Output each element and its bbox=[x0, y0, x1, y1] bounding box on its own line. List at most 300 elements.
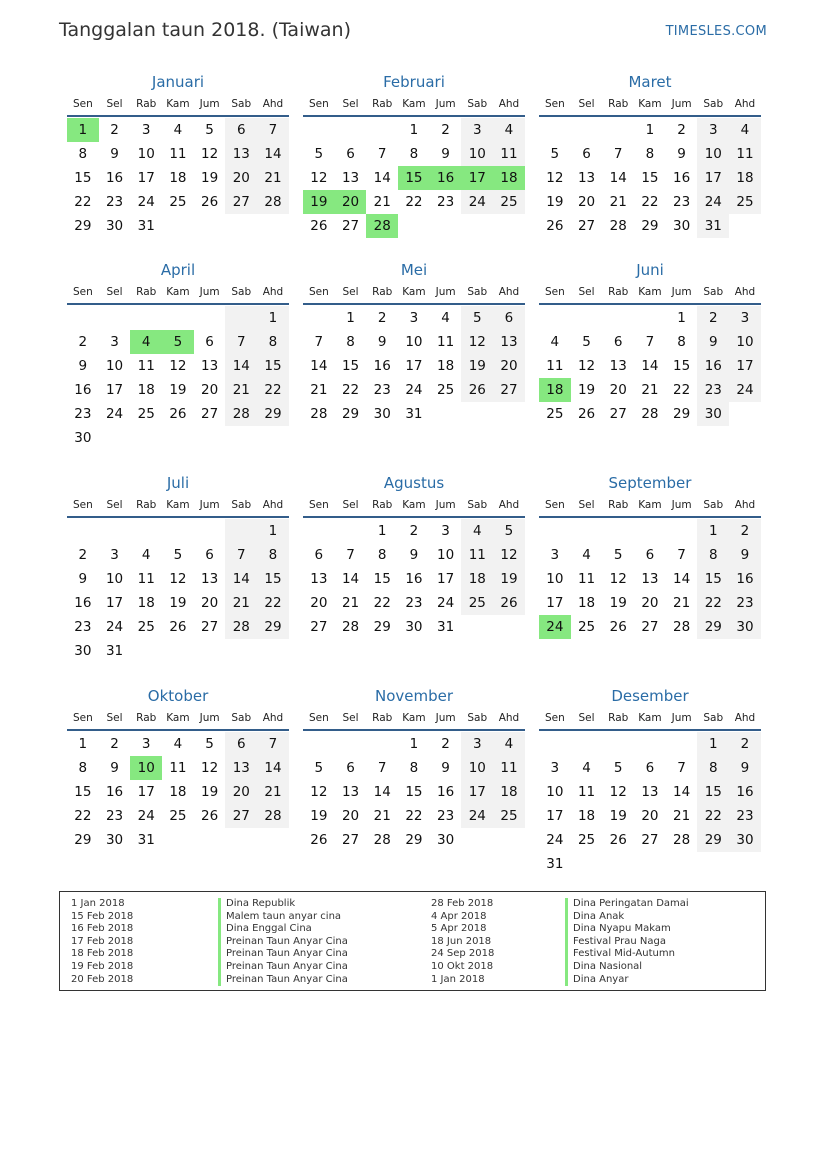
day-cell: 25 bbox=[461, 591, 493, 615]
day-cell: 14 bbox=[257, 142, 289, 166]
day-cell: 12 bbox=[609, 784, 627, 800]
empty-day-cell bbox=[539, 732, 571, 756]
day-cell: 24 bbox=[461, 190, 493, 214]
day-cell: 27 bbox=[341, 218, 360, 234]
empty-day-cell bbox=[194, 639, 226, 663]
day-cell: 4 bbox=[141, 547, 151, 563]
day-cell: 29 bbox=[74, 832, 92, 848]
day-cell: 28 bbox=[609, 218, 627, 234]
legend-date: 18 Feb 2018 bbox=[71, 948, 134, 960]
day-cell: 5 bbox=[314, 146, 324, 162]
weekday-header bbox=[539, 494, 761, 518]
weekday-label: Kam bbox=[166, 286, 190, 298]
week-row bbox=[303, 732, 525, 756]
day-cell: 25 bbox=[546, 406, 564, 422]
empty-day-cell bbox=[225, 306, 257, 330]
week-row bbox=[303, 591, 525, 615]
day-cell: 5 bbox=[205, 122, 214, 138]
day-cell: 22 bbox=[697, 804, 729, 828]
day-cell: 3 bbox=[110, 334, 119, 350]
day-cell: 27 bbox=[225, 190, 257, 214]
empty-day-cell bbox=[99, 426, 131, 450]
day-cell: 6 bbox=[582, 146, 591, 162]
day-cell: 20 bbox=[577, 194, 596, 210]
week-row bbox=[539, 591, 761, 615]
month-agustus bbox=[303, 472, 525, 639]
day-cell: 25 bbox=[577, 832, 596, 848]
day-cell: 2 bbox=[729, 732, 761, 756]
day-cell: 28 bbox=[225, 615, 257, 639]
weekday-header bbox=[303, 93, 525, 117]
holiday-legend bbox=[59, 891, 766, 991]
day-cell: 28 bbox=[673, 832, 691, 848]
day-cell: 7 bbox=[225, 543, 257, 567]
day-cell: 8 bbox=[409, 146, 419, 162]
day-cell: 5 bbox=[493, 519, 525, 543]
empty-day-cell bbox=[257, 214, 289, 238]
weekday-label: Sen bbox=[308, 98, 329, 110]
day-cell: 27 bbox=[641, 619, 659, 635]
day-cell: 15 bbox=[373, 571, 391, 587]
day-cell: 1 bbox=[67, 118, 99, 142]
day-cell: 9 bbox=[441, 760, 450, 776]
day-cell: 9 bbox=[110, 146, 119, 162]
day-cell: 11 bbox=[137, 358, 155, 374]
day-cell: 1 bbox=[78, 736, 88, 752]
weekday-label: Sab bbox=[703, 286, 724, 298]
day-cell: 3 bbox=[461, 118, 493, 142]
day-cell: 6 bbox=[225, 118, 257, 142]
empty-day-cell bbox=[634, 519, 666, 543]
week-row bbox=[539, 190, 761, 214]
day-cell: 19 bbox=[609, 595, 627, 611]
day-cell: 7 bbox=[645, 334, 655, 350]
day-cell: 6 bbox=[613, 334, 623, 350]
legend-date: 20 Feb 2018 bbox=[71, 973, 134, 985]
legend-holiday-name: Preinan Taun Anyar Cina bbox=[218, 948, 348, 961]
legend-date: 24 Sep 2018 bbox=[431, 948, 495, 960]
empty-day-cell bbox=[571, 306, 603, 330]
day-cell: 19 bbox=[201, 784, 219, 800]
day-cell: 26 bbox=[201, 194, 219, 210]
day-cell: 2 bbox=[441, 736, 450, 752]
month-name: Januari bbox=[151, 73, 205, 91]
day-cell: 1 bbox=[645, 122, 655, 138]
day-cell: 6 bbox=[346, 760, 355, 776]
day-cell: 15 bbox=[257, 354, 289, 378]
day-cell: 12 bbox=[546, 170, 564, 186]
empty-day-cell bbox=[194, 519, 226, 543]
legend-date: 1 Jan 2018 bbox=[431, 973, 485, 985]
weekday-label: Ahd bbox=[262, 712, 284, 724]
day-cell: 26 bbox=[577, 406, 596, 422]
day-cell: 16 bbox=[74, 382, 92, 398]
day-cell: 6 bbox=[645, 547, 655, 563]
day-cell: 25 bbox=[437, 382, 455, 398]
day-cell: 7 bbox=[377, 146, 387, 162]
empty-day-cell bbox=[666, 852, 698, 876]
day-cell: 30 bbox=[74, 643, 92, 659]
day-cell: 2 bbox=[677, 122, 686, 138]
weekday-label: Sen bbox=[544, 499, 565, 511]
week-row bbox=[539, 780, 761, 804]
day-cell: 1 bbox=[409, 122, 419, 138]
week-row bbox=[303, 330, 525, 354]
day-cell: 21 bbox=[673, 808, 691, 824]
day-cell: 16 bbox=[373, 358, 391, 374]
weekday-label: Sen bbox=[544, 98, 565, 110]
day-cell: 2 bbox=[441, 122, 450, 138]
day-cell: 3 bbox=[461, 732, 493, 756]
week-row bbox=[539, 142, 761, 166]
day-cell: 7 bbox=[677, 547, 686, 563]
day-cell: 13 bbox=[493, 330, 525, 354]
weekday-header bbox=[539, 281, 761, 305]
empty-day-cell bbox=[729, 214, 761, 238]
month-desember bbox=[539, 685, 761, 876]
day-cell: 11 bbox=[729, 142, 761, 166]
weekday-label: Kam bbox=[638, 98, 662, 110]
day-cell: 26 bbox=[310, 832, 328, 848]
day-cell: 13 bbox=[225, 142, 257, 166]
day-cell: 23 bbox=[673, 194, 691, 210]
weekday-label: Rab bbox=[608, 499, 629, 511]
day-cell: 23 bbox=[74, 406, 92, 422]
day-cell: 29 bbox=[405, 832, 423, 848]
empty-day-cell bbox=[130, 519, 162, 543]
weekday-label: Kam bbox=[402, 499, 426, 511]
month-juli bbox=[67, 472, 289, 663]
day-cell: 10 bbox=[697, 142, 729, 166]
weekday-label: Sen bbox=[544, 286, 565, 298]
week-row bbox=[303, 214, 525, 238]
day-cell: 22 bbox=[373, 595, 391, 611]
week-row bbox=[303, 402, 525, 426]
day-cell: 31 bbox=[697, 214, 729, 238]
day-cell: 14 bbox=[225, 354, 257, 378]
legend-holiday-name: Dina Anyar bbox=[565, 974, 689, 987]
week-row bbox=[303, 519, 525, 543]
day-cell: 20 bbox=[225, 780, 257, 804]
day-cell: 22 bbox=[74, 194, 92, 210]
day-cell: 24 bbox=[105, 619, 124, 635]
day-cell: 7 bbox=[257, 732, 289, 756]
day-cell: 22 bbox=[697, 591, 729, 615]
day-cell: 25 bbox=[137, 619, 155, 635]
day-cell: 29 bbox=[74, 218, 92, 234]
day-cell: 24 bbox=[546, 832, 564, 848]
day-cell: 3 bbox=[110, 547, 119, 563]
weekday-label: Jum bbox=[199, 712, 220, 724]
week-row bbox=[67, 306, 289, 330]
day-cell: 15 bbox=[673, 358, 691, 374]
day-cell: 23 bbox=[697, 378, 729, 402]
day-cell: 30 bbox=[437, 832, 455, 848]
day-cell: 6 bbox=[493, 306, 525, 330]
day-cell: 12 bbox=[169, 358, 187, 374]
week-row bbox=[67, 402, 289, 426]
day-cell: 1 bbox=[257, 519, 289, 543]
day-cell: 24 bbox=[437, 595, 455, 611]
day-cell: 9 bbox=[409, 547, 419, 563]
week-row bbox=[539, 330, 761, 354]
day-cell: 17 bbox=[546, 808, 564, 824]
day-cell: 19 bbox=[310, 808, 328, 824]
brand-link[interactable]: TIMESLES.COM bbox=[665, 24, 767, 39]
empty-day-cell bbox=[335, 118, 367, 142]
weekday-header bbox=[67, 494, 289, 518]
day-cell: 19 bbox=[201, 170, 219, 186]
week-row bbox=[303, 378, 525, 402]
empty-day-cell bbox=[257, 639, 289, 663]
day-cell: 7 bbox=[314, 334, 324, 350]
empty-day-cell bbox=[571, 118, 603, 142]
day-cell: 3 bbox=[729, 306, 761, 330]
month-name: April bbox=[160, 261, 196, 279]
day-cell: 25 bbox=[493, 804, 525, 828]
weekday-label: Jum bbox=[671, 499, 692, 511]
day-cell: 4 bbox=[493, 118, 525, 142]
month-name: Agustus bbox=[383, 474, 445, 492]
day-cell: 30 bbox=[729, 615, 761, 639]
weekday-label: Kam bbox=[166, 98, 190, 110]
day-cell: 25 bbox=[493, 190, 525, 214]
day-cell: 4 bbox=[173, 122, 183, 138]
week-row bbox=[303, 354, 525, 378]
week-row bbox=[539, 378, 761, 402]
day-cell: 22 bbox=[257, 591, 289, 615]
day-cell: 26 bbox=[609, 619, 627, 635]
empty-day-cell bbox=[602, 306, 634, 330]
weekday-label: Sab bbox=[467, 286, 488, 298]
day-cell: 19 bbox=[169, 382, 187, 398]
day-cell: 16 bbox=[405, 571, 423, 587]
week-row bbox=[539, 828, 761, 852]
weekday-label: Rab bbox=[136, 98, 157, 110]
day-cell: 16 bbox=[105, 170, 124, 186]
day-cell: 11 bbox=[137, 571, 155, 587]
day-cell: 21 bbox=[373, 808, 391, 824]
day-cell: 15 bbox=[341, 358, 360, 374]
day-cell: 19 bbox=[303, 190, 335, 214]
weekday-label: Rab bbox=[136, 286, 157, 298]
empty-day-cell bbox=[335, 732, 367, 756]
weekday-label: Sel bbox=[106, 499, 123, 511]
day-cell: 23 bbox=[373, 382, 391, 398]
day-cell: 18 bbox=[493, 780, 525, 804]
weekday-label: Ahd bbox=[734, 98, 756, 110]
empty-day-cell bbox=[225, 639, 257, 663]
day-cell: 1 bbox=[377, 523, 387, 539]
day-cell: 4 bbox=[441, 310, 450, 326]
day-cell: 30 bbox=[373, 406, 391, 422]
day-cell: 9 bbox=[377, 334, 387, 350]
day-cell: 3 bbox=[550, 547, 560, 563]
empty-day-cell bbox=[99, 306, 131, 330]
legend-holiday-name: Dina Anak bbox=[565, 911, 689, 924]
day-cell: 7 bbox=[377, 760, 387, 776]
day-cell: 27 bbox=[577, 218, 596, 234]
empty-day-cell bbox=[99, 519, 131, 543]
legend-holiday-name: Festival Prau Naga bbox=[565, 936, 689, 949]
day-cell: 30 bbox=[105, 218, 124, 234]
day-cell: 27 bbox=[201, 406, 219, 422]
empty-day-cell bbox=[162, 639, 194, 663]
legend-holiday-name: Preinan Taun Anyar Cina bbox=[218, 961, 348, 974]
week-row bbox=[67, 190, 289, 214]
month-juni bbox=[539, 259, 761, 426]
day-cell: 12 bbox=[310, 170, 328, 186]
day-cell: 8 bbox=[257, 543, 289, 567]
legend-holiday-name: Festival Mid-Autumn bbox=[565, 948, 689, 961]
empty-day-cell bbox=[430, 402, 462, 426]
weekday-header bbox=[67, 281, 289, 305]
day-cell: 29 bbox=[373, 619, 391, 635]
day-cell: 24 bbox=[697, 190, 729, 214]
day-cell: 8 bbox=[377, 547, 387, 563]
day-cell: 23 bbox=[105, 194, 124, 210]
empty-day-cell bbox=[225, 828, 257, 852]
weekday-label: Sab bbox=[467, 712, 488, 724]
weekday-label: Rab bbox=[136, 712, 157, 724]
weekday-label: Ahd bbox=[498, 499, 520, 511]
week-row bbox=[67, 780, 289, 804]
day-cell: 7 bbox=[613, 146, 623, 162]
empty-day-cell bbox=[493, 402, 525, 426]
month-name: Desember bbox=[611, 687, 689, 705]
empty-day-cell bbox=[162, 426, 194, 450]
day-cell: 11 bbox=[169, 760, 187, 776]
day-cell: 29 bbox=[697, 615, 729, 639]
day-cell: 29 bbox=[257, 402, 289, 426]
day-cell: 23 bbox=[437, 194, 455, 210]
day-cell: 2 bbox=[110, 122, 119, 138]
empty-day-cell bbox=[571, 519, 603, 543]
day-cell: 19 bbox=[609, 808, 627, 824]
weekday-label: Ahd bbox=[734, 712, 756, 724]
week-row bbox=[539, 756, 761, 780]
week-row bbox=[67, 567, 289, 591]
week-row bbox=[303, 780, 525, 804]
day-cell: 30 bbox=[74, 430, 92, 446]
day-cell: 7 bbox=[346, 547, 355, 563]
weekday-label: Sen bbox=[72, 712, 93, 724]
day-cell: 13 bbox=[641, 571, 659, 587]
day-cell: 28 bbox=[341, 619, 360, 635]
day-cell: 30 bbox=[729, 828, 761, 852]
day-cell: 13 bbox=[577, 170, 596, 186]
weekday-header bbox=[539, 93, 761, 117]
month-oktober bbox=[67, 685, 289, 852]
weekday-label: Sab bbox=[467, 499, 488, 511]
day-cell: 20 bbox=[335, 190, 367, 214]
day-cell: 25 bbox=[577, 619, 596, 635]
day-cell: 27 bbox=[310, 619, 328, 635]
day-cell: 18 bbox=[437, 358, 455, 374]
day-cell: 15 bbox=[74, 170, 92, 186]
day-cell: 15 bbox=[398, 166, 430, 190]
week-row bbox=[67, 519, 289, 543]
day-cell: 6 bbox=[205, 334, 214, 350]
empty-day-cell bbox=[67, 519, 99, 543]
day-cell: 28 bbox=[641, 406, 659, 422]
empty-day-cell bbox=[366, 118, 398, 142]
day-cell: 13 bbox=[609, 358, 627, 374]
day-cell: 15 bbox=[257, 567, 289, 591]
empty-day-cell bbox=[493, 214, 525, 238]
week-row bbox=[539, 402, 761, 426]
empty-day-cell bbox=[697, 852, 729, 876]
week-row bbox=[67, 378, 289, 402]
week-row bbox=[67, 543, 289, 567]
weekday-label: Sab bbox=[703, 98, 724, 110]
weekday-label: Jum bbox=[435, 712, 456, 724]
day-cell: 12 bbox=[609, 571, 627, 587]
weekday-label: Kam bbox=[166, 712, 190, 724]
weekday-label: Kam bbox=[402, 712, 426, 724]
day-cell: 8 bbox=[78, 760, 88, 776]
day-cell: 11 bbox=[577, 571, 596, 587]
weekday-label: Sel bbox=[578, 98, 595, 110]
day-cell: 11 bbox=[169, 146, 187, 162]
day-cell: 8 bbox=[346, 334, 355, 350]
day-cell: 16 bbox=[105, 784, 124, 800]
day-cell: 17 bbox=[137, 784, 155, 800]
day-cell: 17 bbox=[105, 595, 124, 611]
month-maret bbox=[539, 71, 761, 238]
legend-date: 19 Feb 2018 bbox=[71, 960, 134, 972]
week-row bbox=[67, 591, 289, 615]
day-cell: 8 bbox=[409, 760, 419, 776]
weekday-label: Jum bbox=[671, 286, 692, 298]
day-cell: 11 bbox=[493, 142, 525, 166]
day-cell: 4 bbox=[729, 118, 761, 142]
weekday-label: Ahd bbox=[262, 499, 284, 511]
day-cell: 6 bbox=[314, 547, 324, 563]
legend-holiday-name: Preinan Taun Anyar Cina bbox=[218, 974, 348, 987]
week-row bbox=[303, 828, 525, 852]
day-cell: 19 bbox=[461, 354, 493, 378]
day-cell: 21 bbox=[609, 194, 627, 210]
day-cell: 26 bbox=[493, 591, 525, 615]
day-cell: 10 bbox=[105, 571, 124, 587]
day-cell: 2 bbox=[78, 334, 88, 350]
empty-day-cell bbox=[666, 732, 698, 756]
day-cell: 28 bbox=[673, 619, 691, 635]
month-name: September bbox=[608, 474, 692, 492]
day-cell: 21 bbox=[225, 378, 257, 402]
day-cell: 23 bbox=[105, 808, 124, 824]
day-cell: 17 bbox=[405, 358, 423, 374]
day-cell: 20 bbox=[225, 166, 257, 190]
legend-date: 18 Jun 2018 bbox=[431, 935, 492, 947]
weekday-label: Ahd bbox=[262, 286, 284, 298]
day-cell: 8 bbox=[78, 146, 88, 162]
empty-day-cell bbox=[539, 306, 571, 330]
empty-day-cell bbox=[539, 118, 571, 142]
day-cell: 18 bbox=[137, 382, 155, 398]
day-cell: 3 bbox=[697, 118, 729, 142]
day-cell: 1 bbox=[697, 732, 729, 756]
day-cell: 18 bbox=[577, 808, 596, 824]
empty-day-cell bbox=[225, 214, 257, 238]
empty-day-cell bbox=[461, 615, 493, 639]
day-cell: 8 bbox=[645, 146, 655, 162]
day-cell: 12 bbox=[461, 330, 493, 354]
day-cell: 21 bbox=[257, 780, 289, 804]
weekday-label: Jum bbox=[199, 499, 220, 511]
day-cell: 12 bbox=[169, 571, 187, 587]
